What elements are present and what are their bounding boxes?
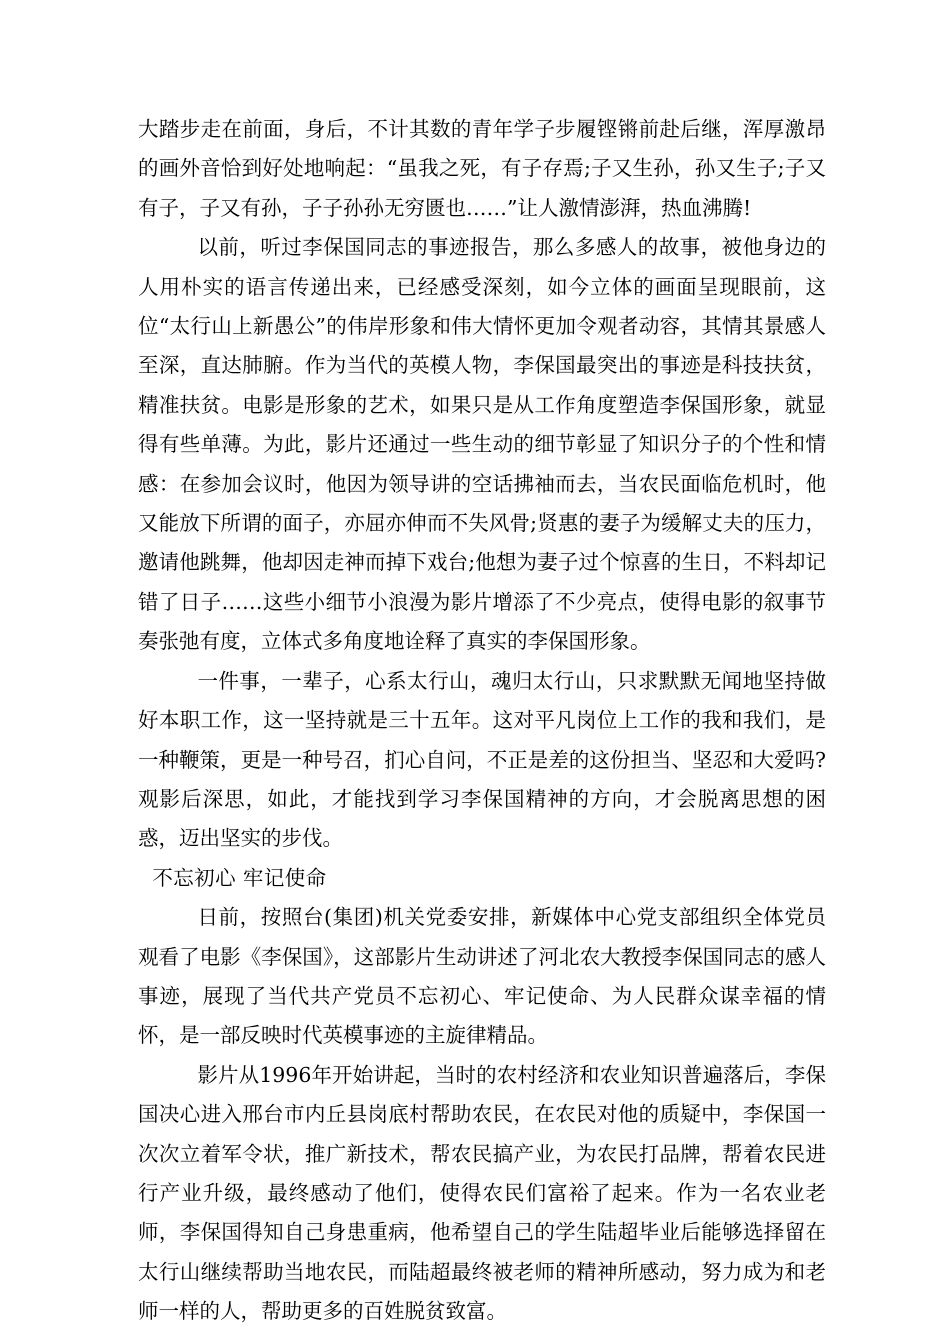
paragraph-1: 大踏步走在前面，身后，不计其数的青年学子步履铿锵前赴后继，浑厚激昂的画外音恰到好处地响起：“虽我之死，有子存焉;子又生孙，孙又生子;子又有子，子又有孙，子子孙孙无穷匮也……”让人激情澎湃，热血沸腾! [138,117,826,220]
paragraph-3: 一件事，一辈子，心系太行山，魂归太行山，只求默默无闻地坚持做好本职工作，这一坚持就是三十五年。这对平凡岗位上工作的我和我们，是一种鞭策，更是一种号召，扪心自问，不正是差的这份担当、坚忍和大爱吗?观影后深思，如此，才能找到学习李保国精神的方向，才会脱离思想的困惑，迈出坚实的步伐。 [138,668,826,851]
document-page [138,110,826,1332]
paragraph-2: 以前，听过李保国同志的事迹报告，那么多感人的故事，被他身边的人用朴实的语言传递出来，已经感受深刻，如今立体的画面呈现眼前，这位“太行山上新愚公”的伟岸形象和伟大情怀更加令观者动容，其情其景感人至深，直达肺腑。作为当代的英模人物，李保国最突出的事迹是科技扶贫，精准扶贫。电影是形象的艺术，如果只是从工作角度塑造李保国形象，就显得有些单薄。为此，影片还通过一些生动的细节彰显了知识分子的个性和情感：在参加会议时，他因为领导讲的空话拂袖而去，当农民面临危机时，他又能放下所谓的面子，亦屈亦伸而不失风骨;贤惠的妻子为缓解丈夫的压力，邀请他跳舞，他却因走神而掉下戏台;他想为妻子过个惊喜的生日，不料却记错了日子……这些小细节小浪漫为影片增添了不少亮点，使得电影的叙事节奏张弛有度，立体式多角度地诠释了真实的李保国形象。 [138,235,826,654]
section-heading: 不忘初心 牢记使命 [152,865,327,890]
paragraph-4: 日前，按照台(集团)机关党委安排，新媒体中心党支部组织全体党员观看了电影《李保国》，这部影片生动讲述了河北农大教授李保国同志的感人事迹，展现了当代共产党员不忘初心、牢记使命、为人民群众谋幸福的情怀，是一部反映时代英模事迹的主旋律精品。 [138,905,826,1048]
paragraph-5: 影片从1996年开始讲起，当时的农村经济和农业知识普遍落后，李保国决心进入邢台市内丘县岗底村帮助农民，在农民对他的质疑中，李保国一次次立着军令状，推广新技术，帮农民搞产业，为农民打品牌，帮着农民进行产业升级，最终感动了他们，使得农民们富裕了起来。作为一名农业老师，李保国得知自己身患重病，他希望自己的学生陆超毕业后能够选择留在太行山继续帮助当地农民，而陆超最终被老师的精神所感动，努力成为和老师一样的人，帮助更多的百姓脱贫致富。 [138,1062,826,1324]
